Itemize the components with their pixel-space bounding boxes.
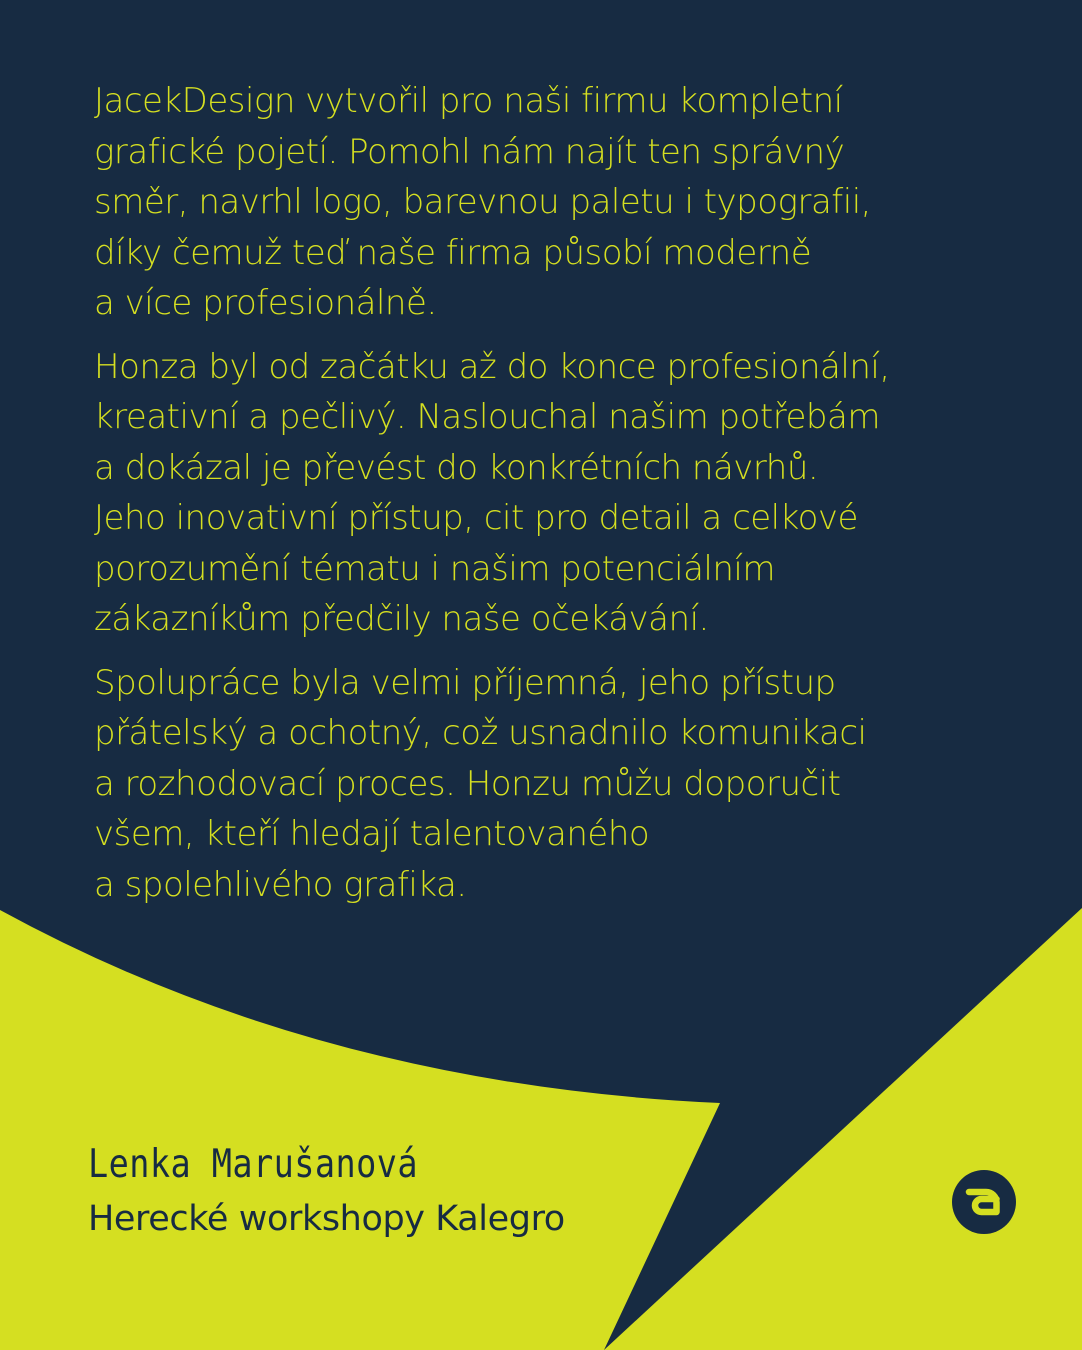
testimonial-paragraph-3: Spolupráce byla velmi příjemná, jeho přístup přátelský a ochotný, což usnadnilo komunikaci a rozhodovací proces. Honzu můžu doporučit všem, kteří hledají talentovaného a spolehlivého grafika.	[94, 662, 867, 905]
testimonial-paragraph-2: Honza byl od začátku až do konce profesionální, kreativní a pečlivý. Naslouchal našim potřebám a dokázal je převést do konkrétních návrhů. Jeho inovativní přístup, cit pro detail a celkové porozumění tématu i našim potenciálním zákazníkům předčily naše očekávání.	[94, 346, 890, 639]
testimonial-text	[94, 76, 1054, 923]
author-company: Herecké workshopy Kalegro	[88, 1199, 565, 1239]
circled-a-logo-icon	[952, 1170, 1016, 1234]
testimonial-paragraph-1: JacekDesign vytvořil pro naši firmu kompletní grafické pojetí. Pomohl nám najít ten správný směr, navrhl logo, barevnou paletu i typografii, díky čemuž teď naše firma působí moderně a více profesionálně.	[94, 81, 871, 323]
author-name: Lenka Marušanová	[88, 1142, 418, 1187]
